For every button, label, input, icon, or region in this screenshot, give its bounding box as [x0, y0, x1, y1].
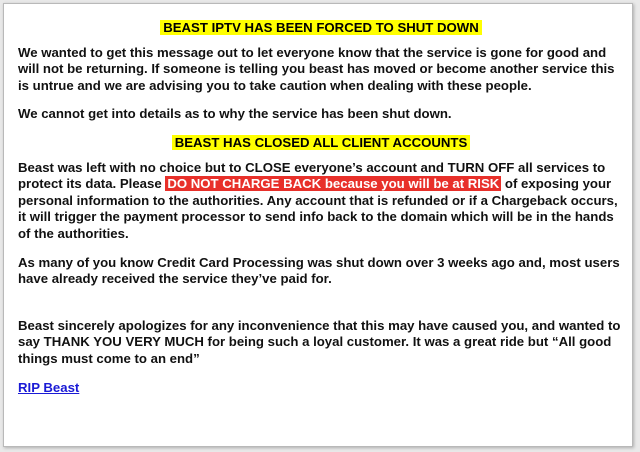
chargeback-warning-highlight: DO NOT CHARGE BACK because you will be at RISK — [167, 176, 500, 192]
document-page — [3, 3, 633, 447]
paragraph-credit-card: As many of you know Credit Card Processing was shut down over 3 weeks ago and, most users have already received the service they’ve paid for. — [18, 254, 620, 287]
signature-line — [18, 380, 624, 397]
paragraph-service-gone: We wanted to get this message out to let everyone know that the service is gone for good and will not be returning. If someone is telling you beast has moved or become another service this is untrue and we are advising you to take caution when dealing with these people. — [18, 44, 615, 93]
document-body — [18, 20, 624, 396]
chargeback-text-after: of exposing your personal information to the authorities. Any account that is refunded or if a Chargeback occurs, it will trigger the payment processor to send info back to the domain which will be in the hands of the authorities. — [18, 176, 618, 241]
heading-accounts-closed — [18, 135, 624, 152]
heading-shut-down-text: BEAST IPTV HAS BEEN FORCED TO SHUT DOWN — [160, 20, 482, 35]
heading-accounts-closed-text: BEAST HAS CLOSED ALL CLIENT ACCOUNTS — [172, 135, 471, 150]
heading-shut-down — [18, 20, 624, 37]
paragraph-apology: Beast sincerely apologizes for any inconvenience that this may have caused you, and wanted to say THANK YOU VERY MUCH for being such a loyal customer. It was a great ride but “All good things must come to an end” — [18, 317, 621, 366]
paragraph-no-details: We cannot get into details as to why the service has been shut down. — [18, 106, 452, 122]
rip-beast-link[interactable]: RIP Beast — [18, 379, 80, 395]
paragraph-chargeback-warning — [18, 160, 624, 243]
chargeback-text-before: Beast was left with no choice but to CLOSE everyone’s account and TURN OFF all services to protect its data. Please — [18, 159, 606, 192]
